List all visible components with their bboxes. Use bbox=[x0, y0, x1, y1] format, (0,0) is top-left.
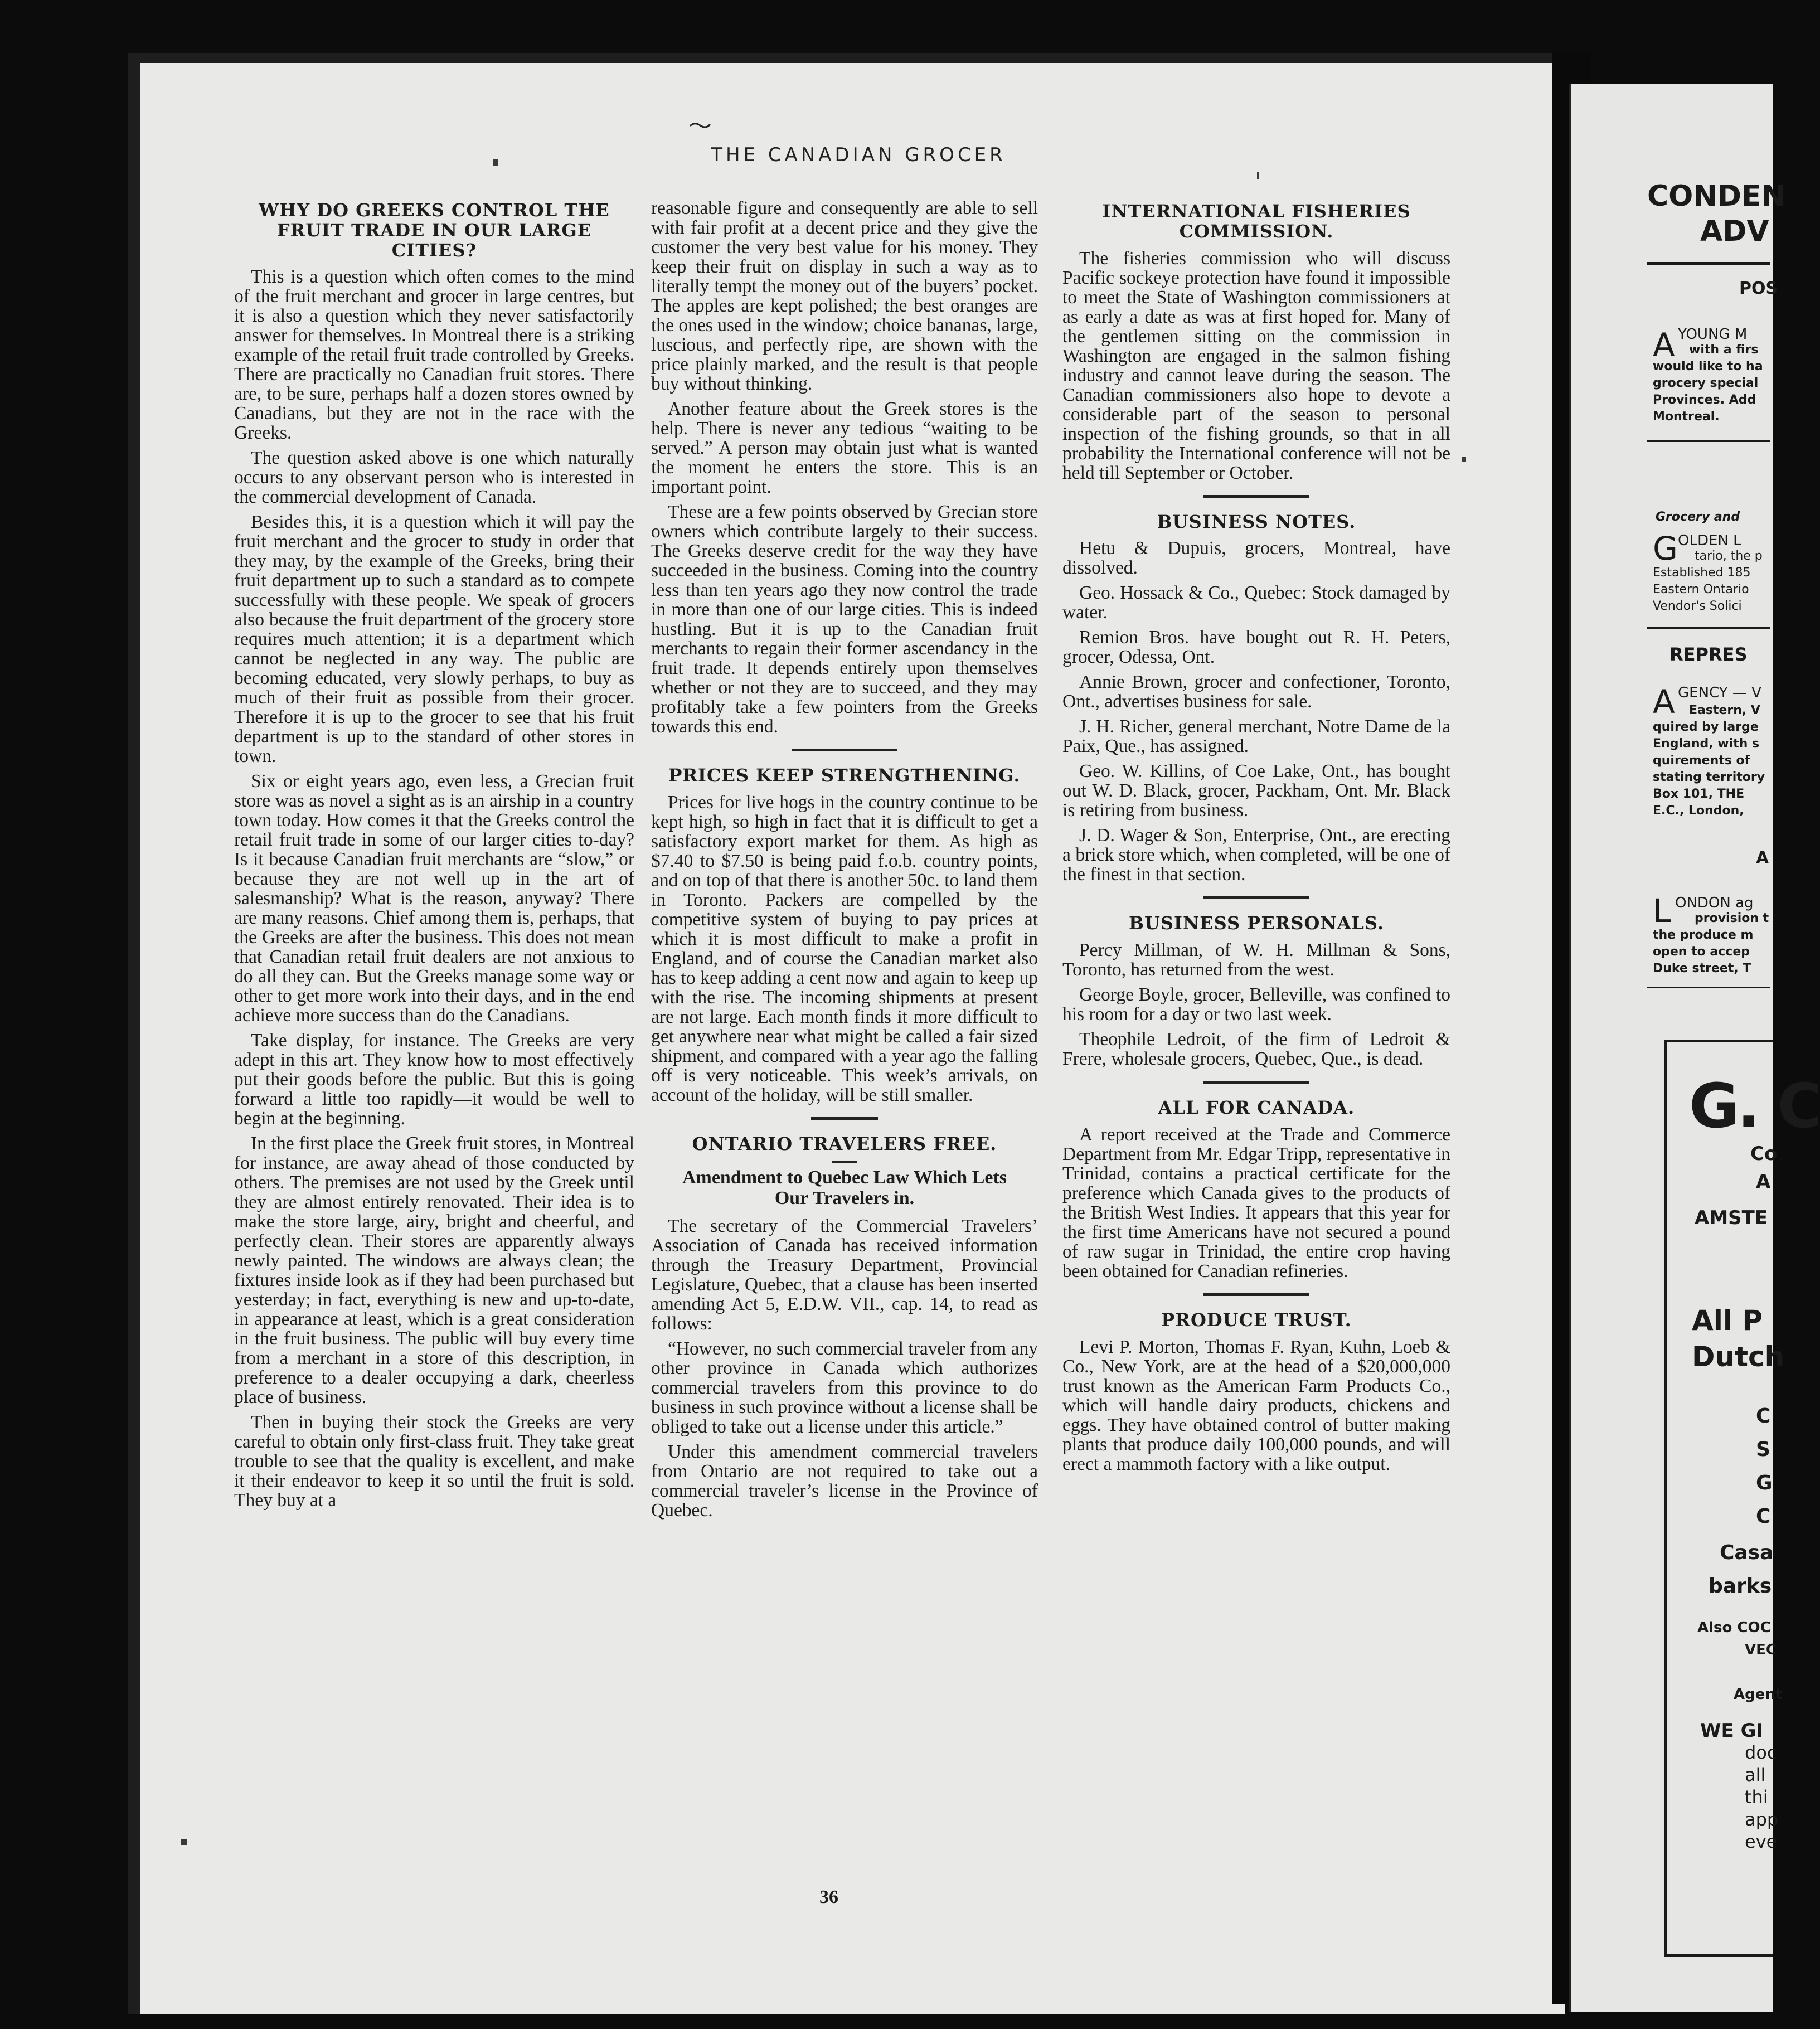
list-item: Percy Millman, of W. H. Millman & Sons, Toronto, has returned from the west. bbox=[1062, 940, 1450, 980]
paragraph: The question asked above is one which naturally occurs to any observant person who is interested in the commercial development of Canada. bbox=[234, 448, 634, 508]
ad-title: G. C bbox=[1689, 1070, 1820, 1142]
paragraph: Levi P. Morton, Thomas F. Ryan, Kuhn, Loeb & Co., New York, are at the head of a $20,000,000 trust known as the American Farm Products Co., which will handle dairy products, chickens and eggs. They have obtained control of butter making plants that produce daily 100,000 pounds, and will erect a mammoth factory with a like output. bbox=[1062, 1336, 1450, 1474]
article-title-notes: BUSINESS NOTES. bbox=[1157, 511, 1356, 532]
ad-line: GENCY — V bbox=[1678, 685, 1761, 701]
ink-speck bbox=[493, 159, 498, 166]
ad-line: Dutch bbox=[1692, 1341, 1785, 1373]
ad-line: tario, the p bbox=[1695, 549, 1763, 563]
list-item: Annie Brown, grocer and confectioner, Toronto, Ont., advertises business for sale. bbox=[1062, 672, 1450, 712]
section-divider bbox=[1203, 896, 1309, 899]
drop-cap: A bbox=[1653, 326, 1675, 364]
ad-line: ONDON ag bbox=[1675, 895, 1754, 911]
ad-line: Also COC bbox=[1697, 1619, 1771, 1636]
article-title-canada: ALL FOR CANADA. bbox=[1158, 1097, 1355, 1119]
ad-line: doc bbox=[1745, 1742, 1777, 1763]
ad-line: Established 185 bbox=[1653, 566, 1751, 580]
ad-line: provision t bbox=[1695, 911, 1769, 925]
ad-line: G bbox=[1756, 1472, 1773, 1494]
list-item: Geo. W. Killins, of Coe Lake, Ont., has bought out W. D. Black, grocer, Packham, Ont. Mr. Black is retiring from business. bbox=[1062, 761, 1450, 821]
article-title-personals: BUSINESS PERSONALS. bbox=[1128, 912, 1385, 934]
section-divider bbox=[832, 1161, 857, 1163]
paragraph: Besides this, it is a question which it will pay the fruit merchant and the grocer to study in order that they may, by the example of the Greeks, bring their fruit department up to such a standard as to compete successfully with these people. We speak of grocers also because the fruit department of the grocery store requires much attention; it is a department which cannot be neglected in any way. The public are becoming educated, very slowly perhaps, to buy as much of their fruit as possible from their grocer. Therefore it is up to the grocer to see that his fruit department is up to the standard of other stores in town. bbox=[234, 512, 634, 767]
drop-cap: A bbox=[1653, 683, 1675, 721]
divider bbox=[1647, 440, 1770, 442]
right-title: CONDEN bbox=[1647, 179, 1786, 213]
ink-speck bbox=[1462, 457, 1466, 462]
ad-line: A bbox=[1756, 1171, 1771, 1193]
paragraph: Then in buying their stock the Greeks are very careful to obtain only first-class fruit. They take great trouble to see that the quality is excellent, and make it their endeavor to keep it so until the fruit is sold. They buy at a bbox=[234, 1412, 634, 1511]
section-divider bbox=[1203, 495, 1309, 498]
paragraph: This is a question which often comes to the mind of the fruit merchant and grocer in large centres, but it is also a question which they never satisfactorily answer for themselves. In Montreal there is a striking example of the retail fruit trade controlled by Greeks. There are practically no Canadian fruit stores. There are, to be sure, perhaps half a dozen stores owned by Canadians, but they are not in the race with the Greeks. bbox=[234, 266, 634, 444]
list-item: George Boyle, grocer, Belleville, was confined to his room for a day or two last week. bbox=[1062, 984, 1450, 1025]
ad-line: with a firs bbox=[1689, 343, 1759, 357]
ink-speck bbox=[1257, 172, 1259, 179]
section-divider bbox=[1203, 1293, 1309, 1296]
ad-line: Provinces. Add bbox=[1653, 393, 1756, 407]
ad-line: open to accep bbox=[1653, 945, 1750, 959]
ad-line: Eastern Ontario bbox=[1653, 583, 1749, 596]
paragraph: Prices for live hogs in the country continue to be kept high, so high in fact that it is difficult to get a satisfactory export market for them. As high as $7.40 to $7.50 is being paid f.o.b. country points, and on top of that there is another 50c. to land them in Toronto. Packers are compelled by the competitive system of buying to pay prices at which it is most difficult to make a profit in England, and of course the Canadian market also has to keep adding a cent now and again to keep up with the rise. The incoming shipments at present are not large. Each month finds it more difficult to get anywhere near what might be called a fair sized shipment, and compared with a year ago the falling off is very noticeable. This week’s arrivals, on account of the holiday, will be still smaller. bbox=[651, 792, 1038, 1105]
ad-line: Montreal. bbox=[1653, 410, 1720, 424]
ad-line: E.C., London, bbox=[1653, 804, 1744, 818]
ad-line: quirements of bbox=[1653, 754, 1750, 768]
drop-cap: L bbox=[1653, 892, 1671, 930]
article-title-produce: PRODUCE TRUST. bbox=[1161, 1309, 1352, 1331]
page-header: THE CANADIAN GROCER bbox=[711, 144, 1006, 166]
column-2 bbox=[651, 198, 1038, 1526]
section-label: REPRES bbox=[1669, 644, 1748, 665]
paragraph: A report received at the Trade and Commerce Department from Mr. Edgar Tripp, representative in Trinidad, contains a practical certificate for the preference which Canada gives to the products of the British West Indies. It appears that this year for the first time Americans have not secured a pound of raw sugar in Trinidad, the entire crop having been obtained for Canadian refineries. bbox=[1062, 1124, 1450, 1282]
divider bbox=[1647, 262, 1770, 265]
paragraph: “However, no such commercial traveler from any other province in Canada which authorizes commercial travelers from this province to do business in such province without a license shall be obliged to take out a license under this article.” bbox=[651, 1338, 1038, 1438]
ad-line: the produce m bbox=[1653, 928, 1754, 942]
section-label: POS bbox=[1739, 279, 1778, 298]
column-3 bbox=[1062, 202, 1450, 1479]
section-divider bbox=[792, 749, 897, 751]
paragraph: In the first place the Greek fruit stores, in Montreal for instance, are away ahead of those conducted by others. The premises are not used by the Greek until they are almost entirely renovated. Their idea is to make the store large, airy, bright and cheerful, and perfectly clean. Their stores are apparently always newly painted. The windows are always clean; the fixtures inside look as if they had been purchased but yesterday; in fact, everything is new and up-to-date, in appearance at least, which is a great consideration in the fruit business. The public will buy every time from a merchant in a store of this description, in preference to a dealer occupying a dark, cheerless place of business. bbox=[234, 1133, 634, 1408]
divider bbox=[1647, 627, 1770, 629]
ad-line: Box 101, THE bbox=[1653, 787, 1745, 801]
ad-line: Agent bbox=[1734, 1686, 1783, 1703]
paragraph: These are a few points observed by Grecian store owners which contribute largely to their success. The Greeks deserve credit for the way they have succeeded in the business. Coming into the country less than ten years ago they now control the trade in more than one of our large cities. This is indeed hustling. But it is up to the Canadian fruit merchants to regain their former ascendancy in the fruit trade. It depends entirely upon themselves whether or not they are to succeed, and they may profitably take a few pointers from the Greeks towards this end. bbox=[651, 502, 1038, 737]
ad-line: C bbox=[1756, 1505, 1771, 1528]
ad-line: C bbox=[1756, 1405, 1771, 1428]
section-label: A bbox=[1756, 848, 1769, 868]
ad-heading: Grocery and bbox=[1656, 510, 1740, 524]
page-number: 36 bbox=[819, 1887, 838, 1907]
drop-cap: G bbox=[1653, 530, 1678, 567]
column-1 bbox=[234, 201, 634, 1516]
ad-line: barks bbox=[1709, 1575, 1772, 1598]
ad-line: Co bbox=[1750, 1143, 1778, 1165]
list-item: J. D. Wager & Son, Enterprise, Ont., are erecting a brick store which, when completed, will be one of the finest in that section. bbox=[1062, 825, 1450, 885]
article-title-fisheries: INTERNATIONAL FISHERIES COMMISSION. bbox=[1102, 201, 1411, 242]
article-title-greeks: WHY DO GREEKS CONTROL THE FRUIT TRADE IN OUR LARGE CITIES? bbox=[259, 200, 610, 261]
article-title-prices: PRICES KEEP STRENGTHENING. bbox=[668, 765, 1021, 786]
ad-line: All P bbox=[1692, 1304, 1763, 1337]
ad-line: thi bbox=[1745, 1787, 1768, 1808]
ad-line: OLDEN L bbox=[1678, 532, 1741, 549]
ad-line: S bbox=[1756, 1438, 1770, 1461]
ad-line: app bbox=[1745, 1809, 1779, 1830]
paragraph: Another feature about the Greek stores is the help. There is never any tedious “waiting to be served.” A person may obtain just what is wanted the moment he enters the store. This is an important point. bbox=[651, 399, 1038, 497]
ad-line: Casa bbox=[1720, 1541, 1774, 1564]
list-item: Hetu & Dupuis, grocers, Montreal, have dissolved. bbox=[1062, 538, 1450, 579]
divider bbox=[1647, 987, 1770, 988]
paragraph: Under this amendment commercial travelers from Ontario are not required to take out a commercial traveler’s license in the Province of Quebec. bbox=[651, 1441, 1038, 1521]
section-divider bbox=[1203, 1081, 1309, 1084]
list-item: Geo. Hossack & Co., Quebec: Stock damaged by water. bbox=[1062, 583, 1450, 623]
paragraph: Six or eight years ago, even less, a Grecian fruit store was as novel a sight as is an airship in a country town today. How comes it that the Greeks control the retail fruit trade in some of our larger cities to-day? Is it because Canadian fruit merchants are “slow,” or because they are not well up in the art of salesmanship? What is the reason, anyway? There are many reasons. Chief among them is, perhaps, that the Greeks are after the business. This does not mean that Canadian retail fruit dealers are not anxious to do all they can. But the Greeks manage some way or other to get more work into their days, and in the end achieve more success than do the Canadians. bbox=[234, 771, 634, 1026]
section-divider bbox=[811, 1117, 878, 1120]
ad-line: YOUNG M bbox=[1678, 326, 1748, 343]
ink-speck bbox=[181, 1839, 187, 1845]
list-item: Remion Bros. have bought out R. H. Peters, grocer, Odessa, Ont. bbox=[1062, 627, 1450, 668]
ad-line: England, with s bbox=[1653, 737, 1760, 751]
ad-line: VEC bbox=[1745, 1642, 1777, 1658]
ad-line: Duke street, T bbox=[1653, 962, 1751, 975]
ad-line: WE GI bbox=[1700, 1720, 1764, 1742]
list-item: Theophile Ledroit, of the firm of Ledroit & Frere, wholesale grocers, Quebec, Que., is dead. bbox=[1062, 1029, 1450, 1070]
ad-line: grocery special bbox=[1653, 376, 1759, 390]
ad-line: quired by large bbox=[1653, 720, 1759, 734]
header-ornament-icon bbox=[689, 122, 711, 129]
paragraph: reasonable figure and consequently are able to sell with fair profit at a decent price and they give the customer the very best value for his money. They keep their fruit on display in such a way as to literally tempt the money out of the buyers’ pocket. The apples are kept polished; the best oranges are the ones used in the window; choice bananas, large, luscious, and perfectly ripe, are shown with the price plainly marked, and the result is that people buy without thinking. bbox=[651, 198, 1038, 394]
paragraph: The secretary of the Commercial Travelers’ Association of Canada has received information through the Treasury Department, Provincial Legislature, Quebec, that a clause has been inserted amending Act 5, E.D.W. VII., cap. 14, to read as follows: bbox=[651, 1216, 1038, 1334]
paragraph: The fisheries commission who will discuss Pacific sockeye protection have found it impossible to meet the State of Washington commissioners at as early a date as was at first hoped for. Many of the gentlemen sitting on the commission in Washington are engaged in the salmon fishing industry and cannot leave during the season. The Canadian commissioners also hope to devote a considerable part of the season to personal inspection of the fishing grounds, so that in all probability the International conference will not be held till September or October. bbox=[1062, 247, 1450, 483]
ad-line: stating territory bbox=[1653, 770, 1765, 784]
ad-line: Vendor's Solici bbox=[1653, 599, 1742, 613]
paragraph: Take display, for instance. The Greeks are very adept in this art. They know how to most effectively put their goods before the public. But this is going forward a little too rapidly—it would be well to begin at the beginning. bbox=[234, 1030, 634, 1129]
ad-line: would like to ha bbox=[1653, 360, 1763, 373]
article-subtitle-ontario: Amendment to Quebec Law Which Lets Our Travelers in. bbox=[682, 1167, 1007, 1209]
article-title-ontario: ONTARIO TRAVELERS FREE. bbox=[692, 1133, 997, 1154]
ad-line: eve bbox=[1745, 1831, 1778, 1852]
ad-line: all bbox=[1745, 1764, 1766, 1785]
list-item: J. H. Richer, general merchant, Notre Dame de la Paix, Que., has assigned. bbox=[1062, 716, 1450, 757]
ad-line: AMSTE bbox=[1695, 1207, 1768, 1229]
right-title: ADV bbox=[1700, 215, 1769, 248]
ad-line: Eastern, V bbox=[1689, 703, 1760, 717]
